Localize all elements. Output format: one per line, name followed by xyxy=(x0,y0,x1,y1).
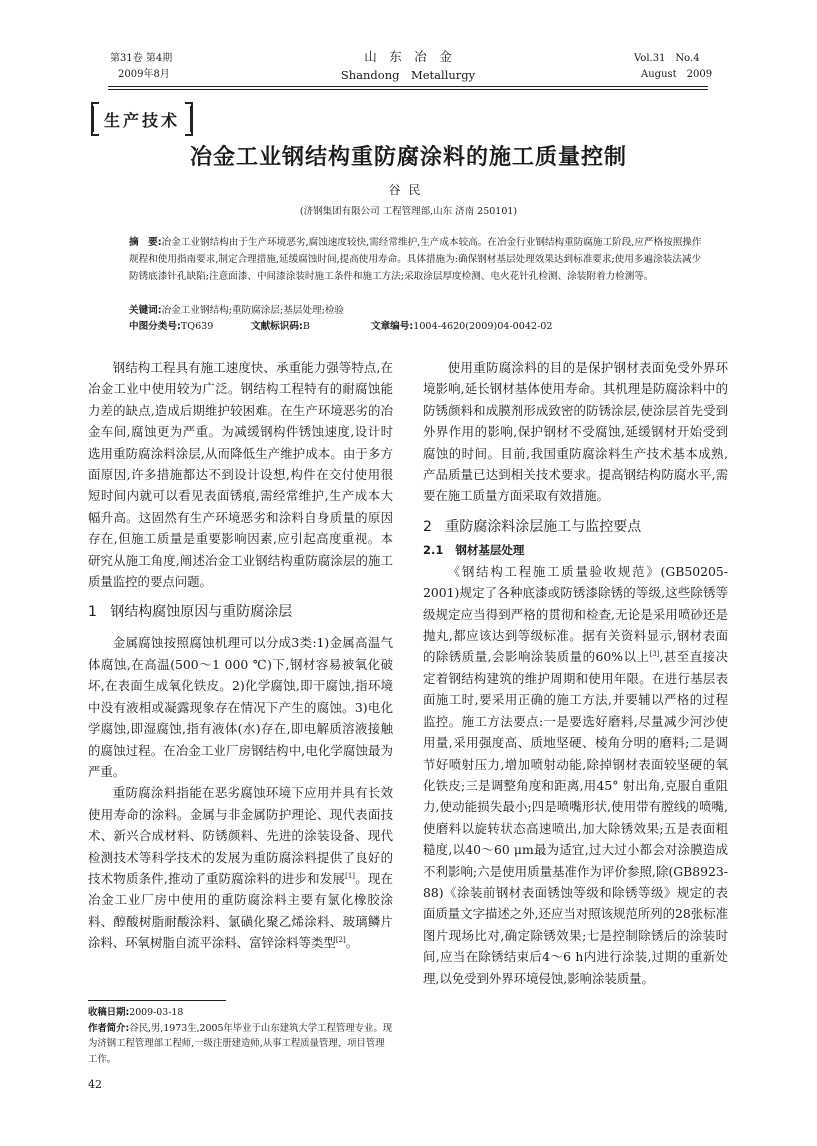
section-2-1-text: 《钢结构工程施工质量验收规范》(GB50205-2001)规定了各种底漆或防锈漆除锈的等级,这些除锈等级规定应当得到严格的贯彻和检查,无论是采用喷砂还是抛丸,都应该达到等级标准。据有关资料显示,钢材表面的除锈质量,会影响涂装质量的60%以上 xyxy=(423,563,728,665)
section-1-paragraph-2-end: 。 xyxy=(345,935,359,951)
section-2-heading xyxy=(423,517,728,537)
intro-paragraph: 钢结构工程具有施工速度快、承重能力强等特点,在冶金工业中使用较为广泛。钢结构工程特有的耐腐蚀能力差的缺点,造成后期维护较困难。在生产环境恶劣的冶金车间,腐蚀更为严重。为减缓钢构件锈蚀速度,设计时选用重防腐涂料涂层,从而降低生产维护成本。由于多方面原因,许多措施都达不到设计设想,构件在交付使用很短时间内就可以看见表面锈痕,需经常维护,生产成本大幅升高。这固然有生产环境恶劣和涂料自身质量的原因存在,但施工质量是重要影响因素,应引起高度重视。本研究从施工角度,阐述冶金工业钢结构重防腐涂层的施工质量监控的要点问题。 xyxy=(88,360,393,590)
header-journal-cn: 山 东 冶 金 xyxy=(364,49,452,64)
keywords xyxy=(129,302,705,319)
section-2-number: 2 xyxy=(423,518,432,535)
author-bio: 谷民,男,1973生,2005年毕业于山东建筑大学工程管理专业。现为济钢工程管理部工程师,一级注册建造师,从事工程质量管理、项目管理工作。 xyxy=(88,1022,393,1065)
section-1-number: 1 xyxy=(88,604,97,621)
footnote-rule xyxy=(88,1000,226,1001)
section-1-paragraph-2-text: 重防腐涂料指能在恶劣腐蚀环境下应用并具有长效使用寿命的涂料。金属与非金属防护理论、现代表面技术、新兴合成材料、防锈颜料、先进的涂装设备、现代检测技术等科学技术的发展为重防腐涂料提供了良好的技术物质条件,推动了重防腐涂料的进步和发展 xyxy=(88,785,393,886)
keywords-text: 冶金工业钢结构;重防腐涂层;基层处理;检验 xyxy=(161,305,345,316)
section-1-paragraph-2-text-b: 。现在冶金工业厂房中使用的重防腐涂料主要有氯化橡胶涂料、醇酸树脂耐酸涂料、氯磺化聚乙烯涂料、玻璃鳞片涂料、环氧树脂自流平涂料、富锌涂料等类型 xyxy=(88,870,393,951)
header-date-en: August 2009 xyxy=(641,69,713,80)
clc-code: TQ639 xyxy=(180,321,214,332)
article-number: 1004-4620(2009)04-0042-02 xyxy=(413,321,553,332)
author-affiliation: (济钢集团有限公司 工程管理部,山东 济南 250101) xyxy=(299,206,518,217)
header-journal-en: Shandong Metallurgy xyxy=(340,68,476,82)
abstract xyxy=(129,234,705,285)
header-rule-top xyxy=(108,86,708,87)
section-badge: 生产技术 xyxy=(92,106,192,132)
citation-1: [1] xyxy=(345,871,356,880)
article-title: 冶金工业钢结构重防腐涂料的施工质量控制 xyxy=(189,145,627,170)
left-column xyxy=(88,357,393,954)
author-name: 谷民 xyxy=(388,183,429,197)
header-volume-en: Vol.31 No.4 xyxy=(634,53,700,64)
section-1-title: 钢结构腐蚀原因与重防腐涂层 xyxy=(110,604,293,621)
purpose-paragraph: 使用重防腐涂料的目的是保护钢材表面免受外界环境影响,延长钢材基体使用寿命。其机理是防腐涂料中的防锈颜料和成膜剂形成致密的防锈涂层,使涂层首先受到外界作用的影响,保护钢材不受腐蚀,延缓钢材开始受到腐蚀的时间。目前,我国重防腐涂料生产技术基本成熟,产品质量已达到相关技术要求。提高钢结构防腐水平,需要在施工质量方面采取有效措施。 xyxy=(423,360,728,504)
bio-label: 作者简介: xyxy=(88,1022,130,1034)
citation-3: [3] xyxy=(649,650,660,659)
section-2-1-text-b: ,甚至直接决定着钢结构建筑的维护周期和使用年限。在进行基层表面施工时,要采用正确的施工方法,并要辅以严格的过程监控。施工方法要点:一是要选好磨料,尽量减少河沙使用量,采用强度高、质地坚硬、棱角分明的磨料;二是调节好喷射压力,增加喷射动能,除掉钢材表面较坚硬的氧化铁皮;三是调整角度和距离,用45° 射出角,克服自重阻力,使动能损失最小;四是喷嘴形状,使用带有膛线的喷嘴,使磨料以旋转状态高速喷出,加大除锈效果;五是表面粗糙度,以40～60 μm最为适宜,过大过小都会对涂膜造成不利影响;六是使用质量基准作为评价参照,除(GB8923-88)《涂装前钢材表面锈蚀等级和除锈等级》规定的表面质量文字描述之外,还应当对照该规范所列的28张标准图片现场比对,确定除锈效果;七是控制除锈后的涂装时间,应当在除锈结束后4～6 h内进行涂装,过期的重新处理,以免受到外界环境侵蚀,影响涂装质量。 xyxy=(423,649,728,986)
header-volume: 第31卷 第4期 xyxy=(110,53,173,64)
abstract-text: 冶金工业钢结构由于生产环境恶劣,腐蚀速度较快,需经常维护,生产成本较高。在冶金行业钢结构重防腐施工阶段,应严格按照操作规程和使用指南要求,制定合理措施,延缓腐蚀时间,提高使用寿命。具体措施为:确保钢材基层处理效果达到标准要求;使用多遍涂装法减少防锈底漆针孔缺陷;注意面漆、中间漆涂装时施工条件和施工方法;采取涂层厚度检测、电火花针孔检测、涂装附着力检测等。 xyxy=(129,237,702,282)
doc-code: B xyxy=(302,321,310,332)
section-1-paragraph-2 xyxy=(88,782,393,953)
clc-label: 中图分类号: xyxy=(129,321,181,332)
citation-2: [2] xyxy=(335,936,346,945)
abstract-label: 摘 要: xyxy=(129,237,162,248)
section-2-1-title: 钢材基层处理 xyxy=(455,542,525,557)
page-number: 42 xyxy=(88,1078,102,1091)
received-date: 2009-03-18 xyxy=(129,1007,184,1018)
header-date: 2009年8月 xyxy=(118,69,170,80)
section-2-1-number: 2.1 xyxy=(423,542,444,557)
section-1-paragraph-1: 金属腐蚀按照腐蚀机理可以分成3类:1)金属高温气体腐蚀,在高温(500～1 000 ℃)下,钢材容易被氧化破坏,在表面生成氧化铁皮。2)化学腐蚀,即干腐蚀,指环境中没有液相或凝露现象存在情况下产生的腐蚀。3)电化学腐蚀,即湿腐蚀,指有液体(水)存在,即电解质溶液接触的腐蚀过程。在冶金工业厂房钢结构中,电化学腐蚀最为严重。 xyxy=(88,635,393,779)
received-label: 收稿日期: xyxy=(88,1007,130,1018)
article-number-label: 文章编号: xyxy=(371,321,414,332)
section-2-title: 重防腐涂料涂层施工与监控要点 xyxy=(445,518,642,535)
section-1-heading xyxy=(88,602,393,622)
doc-code-label: 文献标识码: xyxy=(251,321,303,332)
header-rule-bottom xyxy=(108,89,708,90)
right-column xyxy=(423,357,728,989)
section-2-1-paragraph xyxy=(423,561,728,989)
keywords-label: 关键词: xyxy=(129,305,162,316)
section-2-1-heading xyxy=(423,541,728,559)
footnote xyxy=(88,1005,393,1067)
